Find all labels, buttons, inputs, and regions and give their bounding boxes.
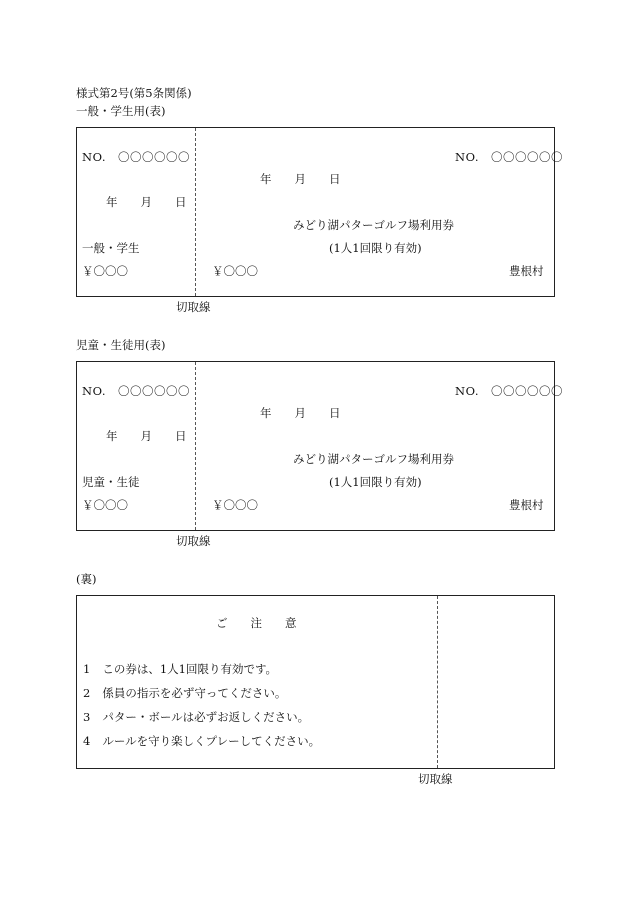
child-ticket: [76, 361, 563, 531]
child-stub-price: ￥〇〇〇: [82, 498, 128, 512]
note-item: [83, 734, 320, 748]
child-perforation-line: [195, 362, 196, 530]
adult-ticket: [76, 127, 563, 297]
child-validity: (1人1回限り有効): [329, 475, 422, 489]
child-main-price: ￥〇〇〇: [212, 498, 258, 512]
child-issuer: 豊根村: [509, 498, 544, 512]
note-text: 係員の指示を必ず守ってください。: [102, 686, 287, 700]
back-section-title: (裏): [76, 572, 97, 586]
child-stub-date: 年 月 日: [106, 429, 187, 443]
child-stub-category: 児童・生徒: [82, 475, 140, 489]
adult-stub-category: 一般・学生: [82, 241, 140, 255]
adult-section-title: 一般・学生用(表): [76, 104, 166, 118]
back-ticket: [76, 595, 555, 769]
adult-issuer: 豊根村: [509, 264, 544, 278]
note-text: パター・ボールは必ずお返しください。: [102, 710, 310, 724]
adult-stub-date: 年 月 日: [106, 195, 187, 209]
child-section-title: 児童・生徒用(表): [76, 338, 166, 352]
note-number: 3: [83, 710, 91, 724]
note-item: [83, 686, 286, 700]
adult-validity: (1人1回限り有効): [329, 241, 422, 255]
child-stub-number: NO. 〇〇〇〇〇〇: [82, 384, 190, 398]
adult-ticket-title: みどり湖パターゴルフ場利用券: [293, 218, 454, 232]
adult-main-date: 年 月 日: [260, 172, 341, 186]
note-number: 2: [83, 686, 91, 700]
back-cut-line-label: 切取線: [418, 772, 453, 786]
note-item: [83, 710, 309, 724]
adult-stub-number: NO. 〇〇〇〇〇〇: [82, 150, 190, 164]
adult-main-price: ￥〇〇〇: [212, 264, 258, 278]
note-number: 1: [83, 662, 91, 676]
adult-main-number: NO. 〇〇〇〇〇〇: [455, 150, 563, 164]
note-text: ルールを守り楽しくプレーしてください。: [102, 734, 321, 748]
adult-cut-line-label: 切取線: [176, 300, 211, 314]
child-cut-line-label: 切取線: [176, 534, 211, 548]
child-main-number: NO. 〇〇〇〇〇〇: [455, 384, 563, 398]
notice-title: ご 注 意: [216, 616, 297, 630]
adult-stub-price: ￥〇〇〇: [82, 264, 128, 278]
note-number: 4: [83, 734, 91, 748]
child-main-date: 年 月 日: [260, 406, 341, 420]
note-text: この券は、1人1回限り有効です。: [102, 662, 278, 676]
child-ticket-title: みどり湖パターゴルフ場利用券: [293, 452, 454, 466]
back-perforation-line: [437, 596, 438, 768]
form-number: 様式第2号(第5条関係): [76, 86, 192, 100]
adult-perforation-line: [195, 128, 196, 296]
note-item: [83, 662, 277, 676]
